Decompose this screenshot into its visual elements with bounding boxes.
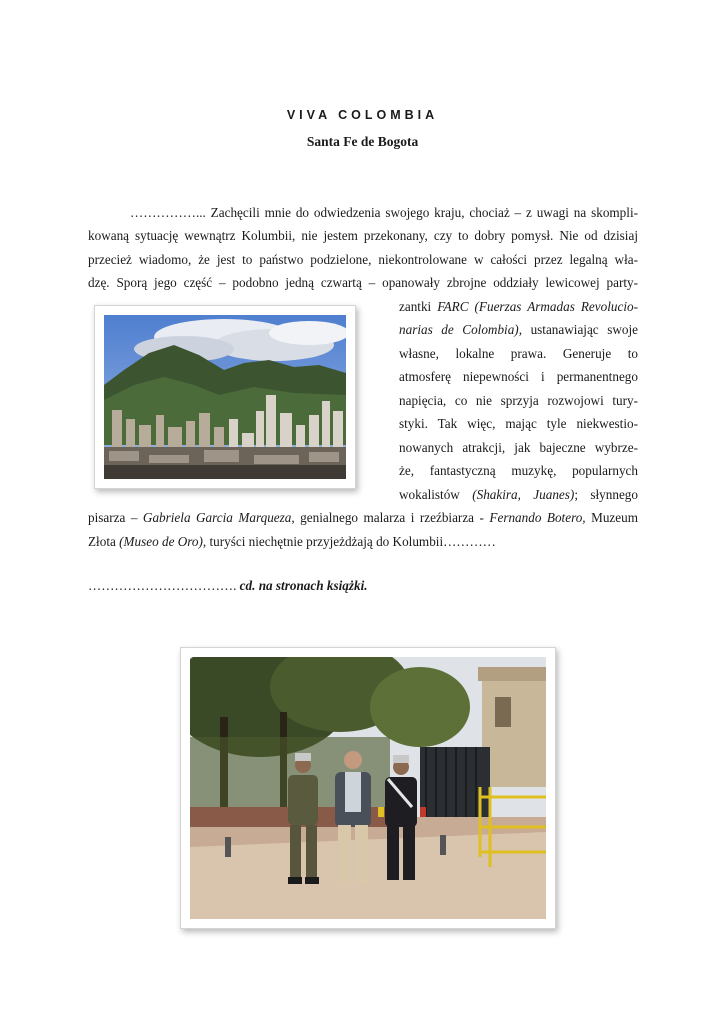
paragraph-line: przecież wiadomo, że jest to państwo podzielone, niekontrolowane w całości przez legalną wła- xyxy=(88,252,638,267)
paragraph-line: narias de Colombia), ustanawiając swoje xyxy=(399,322,638,337)
document-subtitle: Santa Fe de Bogota xyxy=(306,134,419,149)
paragraph-line: styki. Tak więc, mając tyle niekwestio- xyxy=(399,416,638,431)
paragraph-line: dzę. Sporą jego część – podobno jedną czwartą – opanowały zbrojne oddziały lewicowej party- xyxy=(88,275,638,290)
paragraph-line: atmosferę niepewności i permanentnego xyxy=(399,369,638,384)
paragraph-line: nowanych atrakcji, jak bajeczne wybrze- xyxy=(399,440,638,455)
guards-photo xyxy=(180,647,556,929)
paragraph-line: zantki FARC (Fuerzas Armadas Revolucio- xyxy=(399,299,638,314)
document-title: VIVA COLOMBIA xyxy=(286,108,439,122)
paragraph-line: Złota (Museo de Oro), turyści niechętnie przyjeżdżają do Kolumbii………… xyxy=(88,534,496,549)
city-skyline-image xyxy=(104,315,346,479)
paragraph-line: ……………... Zachęcili mnie do odwiedzenia swojego kraju, chociaż – z uwagi na skompli- xyxy=(130,205,638,220)
paragraph-line: kowaną sytuację wewnątrz Kolumbii, nie jestem przekonany, czy to dobry pomysł. Nie od dzisiaj xyxy=(88,228,638,243)
paragraph-line: wokalistów (Shakira, Juanes); słynnego xyxy=(399,487,638,502)
paragraph-line: napięcia, co nie sprzyja rozwojowi tury- xyxy=(399,393,638,408)
paragraph-line: własne, lokalne prawa. Generuje to xyxy=(399,346,638,361)
paragraph-line: pisarza – Gabriela Garcia Marqueza, genialnego malarza i rzeźbiarza - Fernando Botero, Muzeum xyxy=(88,510,638,525)
paragraph-line: że, fantastyczną muzykę, popularnych xyxy=(399,463,638,478)
bogota-city-photo xyxy=(94,305,356,489)
guards-street-image xyxy=(190,657,546,919)
continued-note: ……………………………. cd. na stronach książki. xyxy=(88,578,368,593)
